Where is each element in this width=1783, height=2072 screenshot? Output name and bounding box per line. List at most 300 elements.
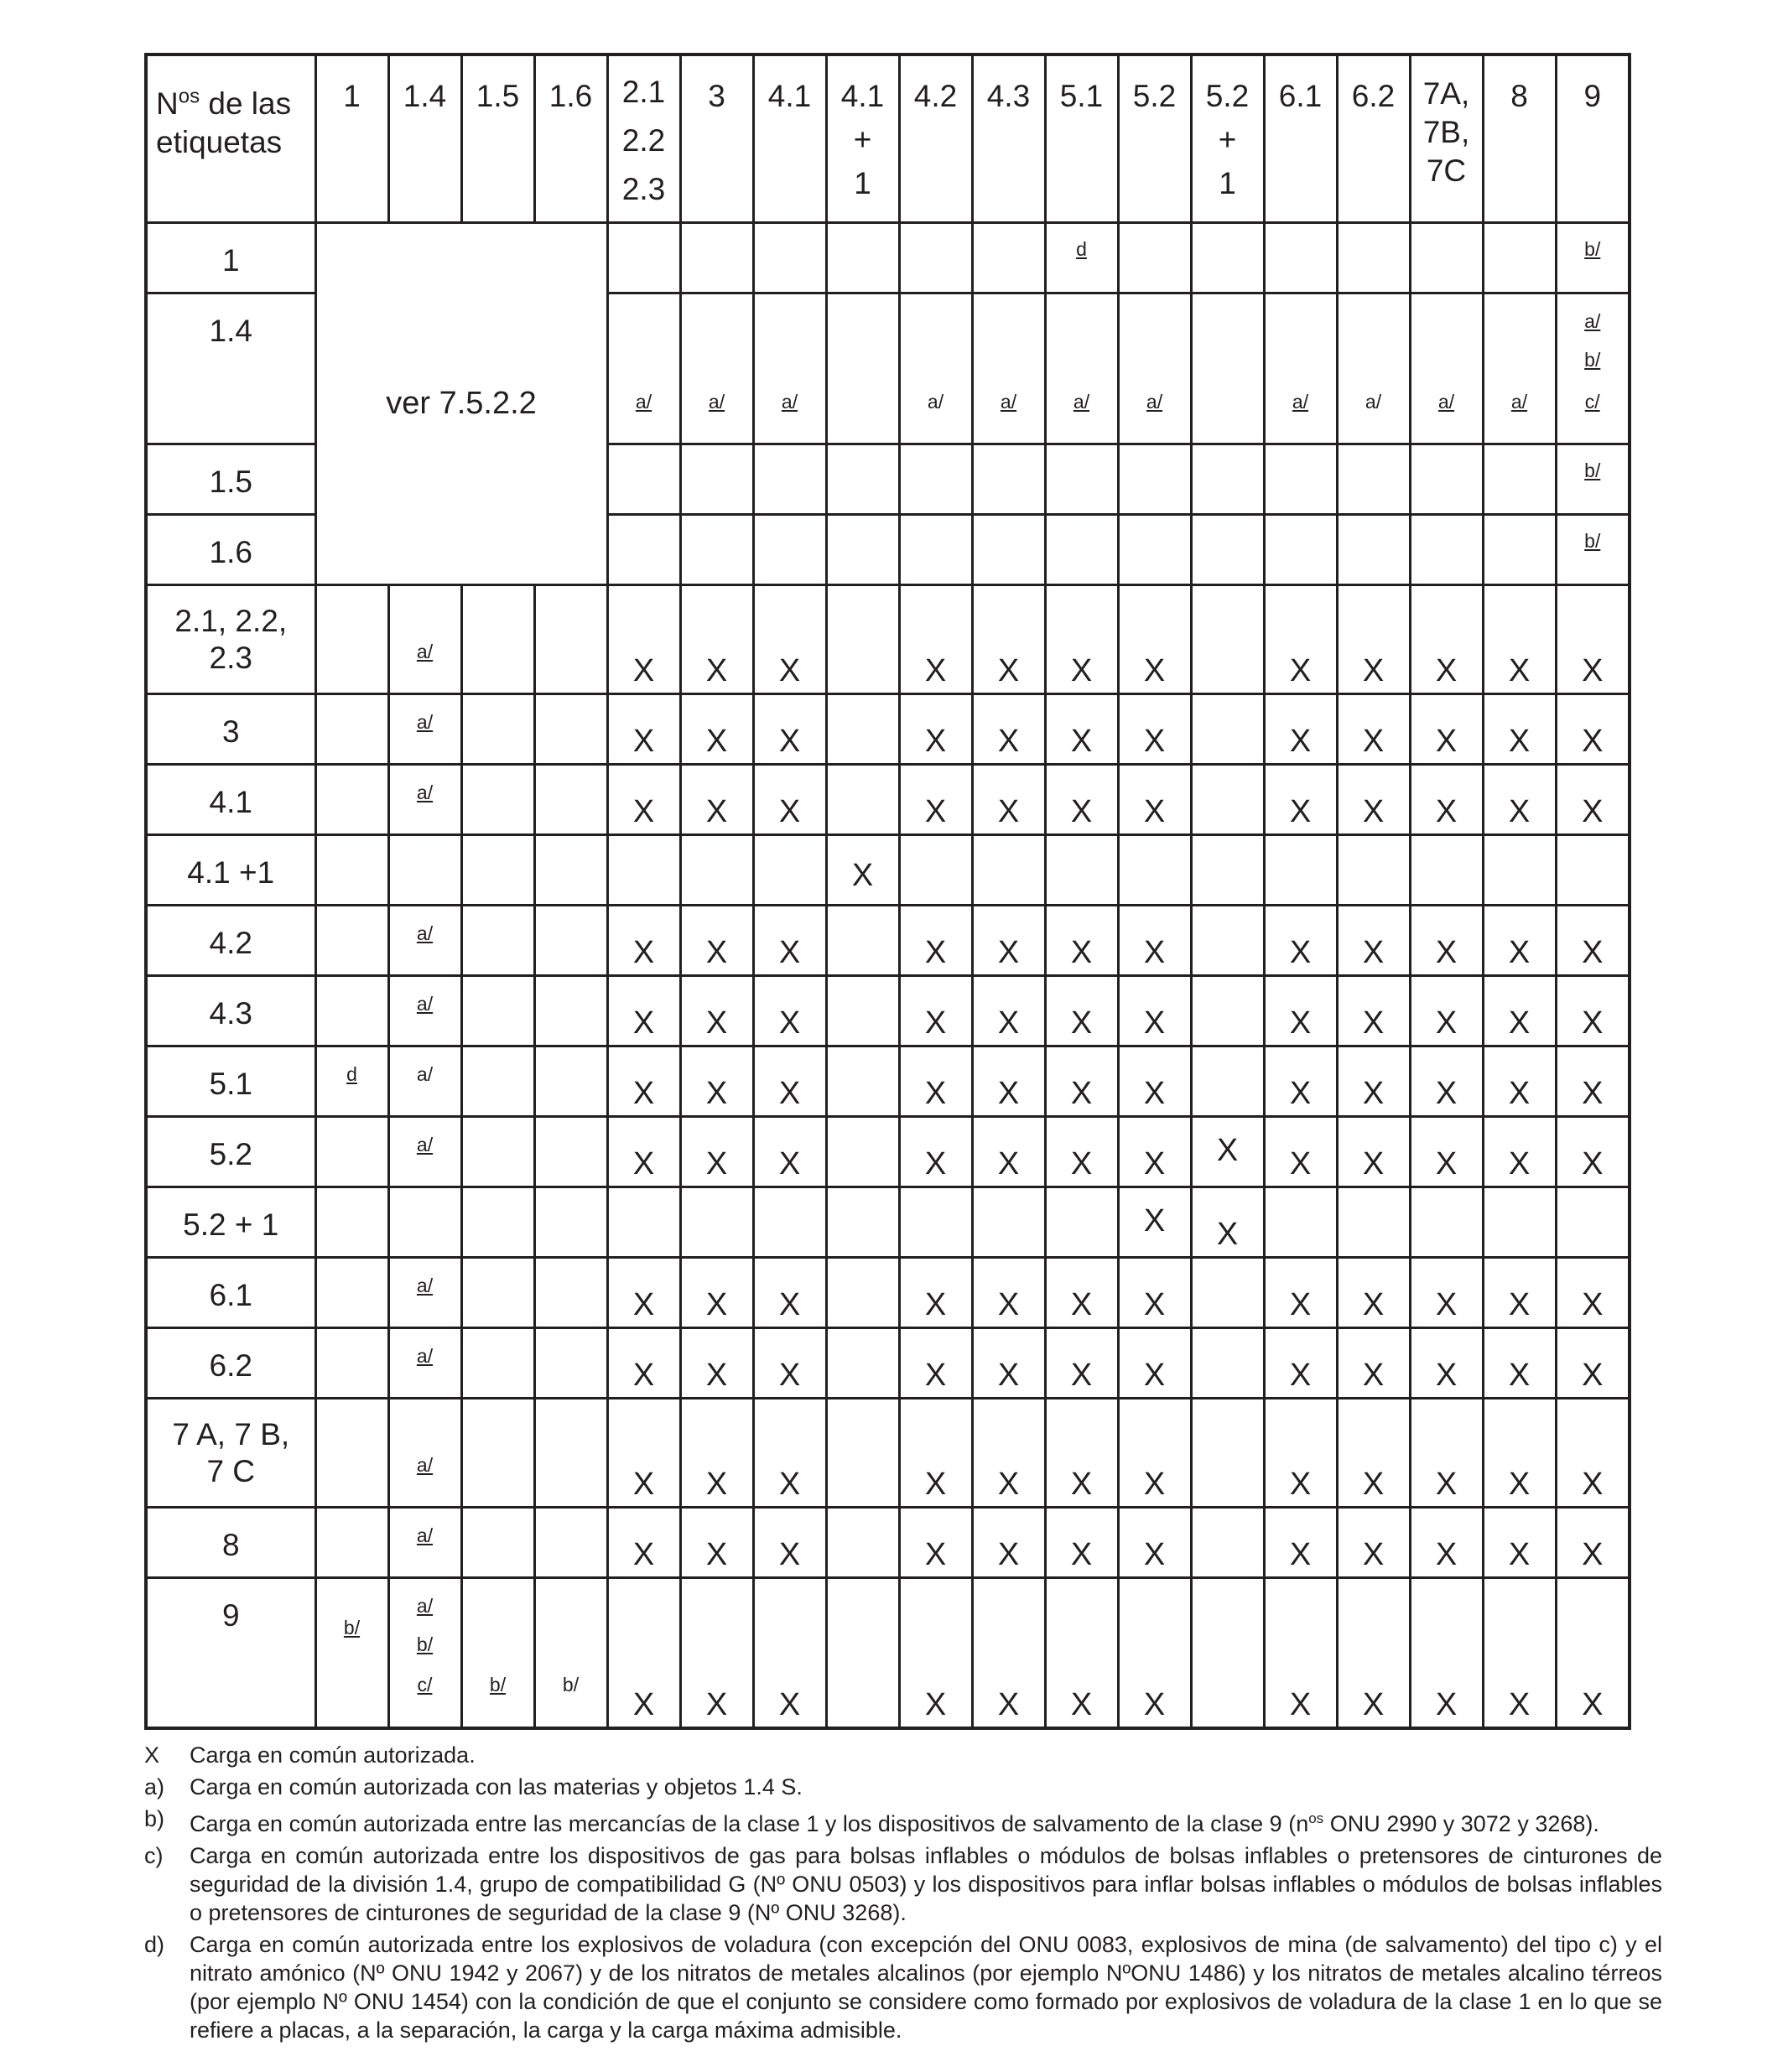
- cell-7: [1410, 1577, 1483, 1728]
- cell-1-5: [461, 1257, 534, 1327]
- footnote-ref: a/: [1365, 390, 1382, 413]
- cell-7: [1410, 1116, 1483, 1187]
- cell-4-3: [972, 222, 1045, 293]
- cell-5-2-plus-1: [1191, 834, 1264, 905]
- cell-5-2: [1118, 975, 1191, 1046]
- footnote-ref: a/: [416, 1133, 434, 1155]
- cell-5-2: [1118, 293, 1191, 444]
- cell-4-3: [972, 1257, 1045, 1327]
- cell-8: [1483, 1327, 1556, 1398]
- cell-9: [1556, 1046, 1630, 1116]
- cell-6-1: [1264, 1046, 1337, 1116]
- cell-6-1: [1264, 1398, 1337, 1507]
- allowed-mark: X: [778, 1145, 801, 1181]
- cell-5-2: [1118, 834, 1191, 905]
- table-row: [146, 764, 1630, 834]
- allowed-mark: X: [997, 934, 1020, 970]
- cell-8: [1483, 1507, 1556, 1577]
- cell-3: [680, 1398, 753, 1507]
- cell-4-2: [899, 1257, 972, 1327]
- table-row: [146, 1116, 1630, 1187]
- cell-5-2-plus-1: [1191, 222, 1264, 293]
- allowed-mark: X: [632, 1075, 655, 1111]
- cell-5-2-plus-1: [1191, 444, 1264, 514]
- allowed-mark: X: [778, 1075, 801, 1111]
- cell-4-1: [753, 693, 826, 764]
- header-col-2: 2.1 2.2 2.3: [607, 55, 680, 222]
- allowed-mark: X: [997, 1687, 1020, 1722]
- cell-4-3: [972, 444, 1045, 514]
- header-col-4-2: 4.2: [899, 55, 972, 222]
- footnote-ref: a/: [1000, 390, 1017, 413]
- header-col-1-5: 1.5: [461, 55, 534, 222]
- cell-1-5: [461, 1398, 534, 1507]
- see-section-cell: [315, 222, 607, 584]
- table-row: [146, 1507, 1630, 1577]
- cell-1: [315, 1577, 388, 1728]
- cell-9: [1556, 1116, 1630, 1187]
- cell-2: [607, 834, 680, 905]
- cell-3: [680, 1257, 753, 1327]
- cell-8: [1483, 834, 1556, 905]
- cell-5-2-plus-1: [1191, 514, 1264, 584]
- cell-2: [607, 1257, 680, 1327]
- allowed-mark: X: [1435, 1466, 1458, 1502]
- cell-4-1: [753, 834, 826, 905]
- cell-3: [680, 1187, 753, 1257]
- cell-1-5: [461, 1507, 534, 1577]
- cell-9: [1556, 1327, 1630, 1398]
- cell-9: [1556, 293, 1630, 444]
- cell-6-2: [1337, 1046, 1410, 1116]
- cell-6-1: [1264, 693, 1337, 764]
- cell-2: [607, 1577, 680, 1728]
- allowed-mark: X: [705, 934, 728, 970]
- allowed-mark: X: [1435, 1687, 1458, 1722]
- cell-6-1: [1264, 1327, 1337, 1398]
- header-col-1-4: 1.4: [388, 55, 461, 222]
- cell-5-1: [1045, 1577, 1118, 1728]
- cell-3: [680, 1116, 753, 1187]
- cell-1-5: [461, 1327, 534, 1398]
- footnote-ref: a/: [1584, 309, 1601, 332]
- allowed-mark: X: [1362, 723, 1385, 759]
- cell-4-1: [753, 975, 826, 1046]
- cell-5-2: [1118, 1507, 1191, 1577]
- cell-4-1: [753, 1507, 826, 1577]
- cell-3: [680, 764, 753, 834]
- allowed-mark: X: [1362, 793, 1385, 829]
- cell-4-3: [972, 764, 1045, 834]
- cell-4-1: [753, 514, 826, 584]
- allowed-mark: X: [705, 1005, 728, 1041]
- cell-9: [1556, 1507, 1630, 1577]
- allowed-mark: X: [632, 1005, 655, 1041]
- footnote-ref: b/: [343, 1616, 361, 1638]
- cell-4-1: [753, 1577, 826, 1728]
- allowed-mark: X: [705, 1466, 728, 1502]
- cell-1-6: [534, 1327, 607, 1398]
- cell-1-5: [461, 1577, 534, 1728]
- table-row: [146, 834, 1630, 905]
- allowed-mark: X: [1289, 1286, 1312, 1322]
- cell-4-3: [972, 1577, 1045, 1728]
- allowed-mark: X: [1289, 1466, 1312, 1502]
- footnote-ref: a/: [1510, 390, 1528, 413]
- allowed-mark: X: [632, 1466, 655, 1502]
- cell-5-2-plus-1: [1191, 1327, 1264, 1398]
- cell-8: [1483, 584, 1556, 693]
- allowed-mark: X: [1289, 1005, 1312, 1041]
- cell-5-2: [1118, 1577, 1191, 1728]
- allowed-mark: X: [924, 1536, 947, 1572]
- allowed-mark: X: [632, 652, 655, 688]
- cell-1-4: [388, 1577, 461, 1728]
- cell-6-1: [1264, 834, 1337, 905]
- cell-8: [1483, 1257, 1556, 1327]
- cell-1-4: [388, 1257, 461, 1327]
- cell-4-3: [972, 293, 1045, 444]
- cell-5-2: [1118, 1398, 1191, 1507]
- allowed-mark: X: [1508, 1687, 1531, 1722]
- allowed-mark: X: [1289, 793, 1312, 829]
- allowed-mark: X: [1362, 1145, 1385, 1181]
- allowed-mark: X: [1070, 723, 1093, 759]
- cell-3: [680, 905, 753, 975]
- allowed-mark: X: [924, 934, 947, 970]
- cell-1-4: [388, 1398, 461, 1507]
- allowed-mark: X: [778, 793, 801, 829]
- cell-4-2: [899, 1398, 972, 1507]
- cell-3: [680, 444, 753, 514]
- allowed-mark: X: [1582, 1005, 1604, 1041]
- cell-7: [1410, 1507, 1483, 1577]
- allowed-mark: X: [1070, 793, 1093, 829]
- allowed-mark: X: [632, 1687, 655, 1722]
- allowed-mark: X: [1143, 1357, 1166, 1393]
- allowed-mark: X: [1435, 1357, 1458, 1393]
- cell-5-2: [1118, 1327, 1191, 1398]
- cell-6-1: [1264, 1577, 1337, 1728]
- header-col-9: 9: [1556, 55, 1630, 222]
- cell-4-1-plus-1: [826, 905, 899, 975]
- cell-6-1: [1264, 975, 1337, 1046]
- cell-4-3: [972, 975, 1045, 1046]
- allowed-mark: X: [1435, 1005, 1458, 1041]
- cell-9: [1556, 693, 1630, 764]
- cell-4-1-plus-1: [826, 1046, 899, 1116]
- cell-4-1-plus-1: [826, 834, 899, 905]
- cell-5-2: [1118, 905, 1191, 975]
- footnote-ref: a/: [416, 992, 434, 1015]
- allowed-mark: X: [1070, 1005, 1093, 1041]
- cell-8: [1483, 1577, 1556, 1728]
- cell-5-2-plus-1: [1191, 1257, 1264, 1327]
- cell-4-1: [753, 584, 826, 693]
- footnote-ref: b/: [1584, 459, 1601, 481]
- footnote-ref: a/: [1437, 390, 1455, 413]
- cell-6-2: [1337, 584, 1410, 693]
- row-label-1-5: 1.5: [146, 444, 315, 514]
- cell-7: [1410, 514, 1483, 584]
- cell-5-2: [1118, 693, 1191, 764]
- allowed-mark: X: [1289, 1536, 1312, 1572]
- cell-5-2: [1118, 764, 1191, 834]
- cell-7: [1410, 1046, 1483, 1116]
- cell-4-1: [753, 1046, 826, 1116]
- cell-7: [1410, 975, 1483, 1046]
- cell-6-2: [1337, 444, 1410, 514]
- cell-4-3: [972, 514, 1045, 584]
- allowed-mark: X: [1143, 1075, 1166, 1111]
- cell-4-1-plus-1: [826, 1507, 899, 1577]
- allowed-mark: X: [997, 1005, 1020, 1041]
- cell-4-1-plus-1: [826, 222, 899, 293]
- cell-1-6: [534, 1398, 607, 1507]
- cell-5-2: [1118, 1257, 1191, 1327]
- cell-5-1: [1045, 1116, 1118, 1187]
- cell-3: [680, 834, 753, 905]
- cell-5-2-plus-1: [1191, 1116, 1264, 1187]
- allowed-mark: X: [1582, 1357, 1604, 1393]
- cell-4-2: [899, 905, 972, 975]
- cell-6-2: [1337, 1257, 1410, 1327]
- row-label-4-3: 4.3: [146, 975, 315, 1046]
- cell-4-2: [899, 693, 972, 764]
- cell-5-2-plus-1: [1191, 975, 1264, 1046]
- cell-4-1: [753, 444, 826, 514]
- cell-4-2: [899, 1577, 972, 1728]
- cell-1: [315, 1046, 388, 1116]
- allowed-mark: X: [1070, 652, 1093, 688]
- cell-8: [1483, 975, 1556, 1046]
- allowed-mark: X: [778, 723, 801, 759]
- allowed-mark: X: [1435, 652, 1458, 688]
- cell-9: [1556, 514, 1630, 584]
- allowed-mark: X: [997, 793, 1020, 829]
- row-label-6-1: 6.1: [146, 1257, 315, 1327]
- cell-3: [680, 1046, 753, 1116]
- allowed-mark: X: [632, 1145, 655, 1181]
- allowed-mark: X: [924, 723, 947, 759]
- allowed-mark: X: [1143, 1536, 1166, 1572]
- cell-1-6: [534, 1507, 607, 1577]
- cell-5-2-plus-1: [1191, 293, 1264, 444]
- cell-1-6: [534, 584, 607, 693]
- cell-6-2: [1337, 222, 1410, 293]
- header-first-label: $N^{os}$ de las: [156, 86, 292, 122]
- header-row: [146, 55, 1630, 222]
- cell-6-1: [1264, 444, 1337, 514]
- cell-4-3: [972, 1046, 1045, 1116]
- cell-4-2: [899, 1187, 972, 1257]
- cell-4-2: [899, 1046, 972, 1116]
- cell-1-5: [461, 584, 534, 693]
- allowed-mark: X: [851, 857, 874, 893]
- allowed-mark: X: [705, 1536, 728, 1572]
- cell-4-3: [972, 905, 1045, 975]
- cell-5-1: [1045, 1257, 1118, 1327]
- allowed-mark: X: [1508, 1075, 1531, 1111]
- allowed-mark: X: [632, 1286, 655, 1322]
- cell-8: [1483, 764, 1556, 834]
- cell-4-2: [899, 293, 972, 444]
- cell-4-3: [972, 1187, 1045, 1257]
- cell-1-4: [388, 1507, 461, 1577]
- cell-8: [1483, 1398, 1556, 1507]
- cell-7: [1410, 1187, 1483, 1257]
- cell-7: [1410, 834, 1483, 905]
- allowed-mark: X: [705, 723, 728, 759]
- legend-item-a: a) Carga en común autorizada con las materias y objetos 1.4 S.: [144, 1774, 803, 1799]
- table-row: [146, 693, 1630, 764]
- cell-5-2-plus-1: [1191, 1398, 1264, 1507]
- allowed-mark: X: [1143, 723, 1166, 759]
- cell-6-2: [1337, 1327, 1410, 1398]
- cell-5-1: [1045, 905, 1118, 975]
- cell-7: [1410, 693, 1483, 764]
- footnote-ref: b/: [1584, 348, 1601, 371]
- allowed-mark: X: [705, 1075, 728, 1111]
- allowed-mark: X: [1289, 652, 1312, 688]
- allowed-mark: X: [1435, 1075, 1458, 1111]
- cell-4-1-plus-1: [826, 1327, 899, 1398]
- cell-6-2: [1337, 293, 1410, 444]
- allowed-mark: X: [1582, 1286, 1604, 1322]
- cell-1-5: [461, 975, 534, 1046]
- cell-9: [1556, 905, 1630, 975]
- row-label-8: 8: [146, 1507, 315, 1577]
- cell-6-2: [1337, 764, 1410, 834]
- cell-5-1: [1045, 1046, 1118, 1116]
- row-label-3: 3: [146, 693, 315, 764]
- allowed-mark: X: [997, 723, 1020, 759]
- allowed-mark: X: [997, 1536, 1020, 1572]
- cell-5-2-plus-1: [1191, 1046, 1264, 1116]
- allowed-mark: X: [1435, 1286, 1458, 1322]
- cell-6-1: [1264, 764, 1337, 834]
- allowed-mark: X: [924, 652, 947, 688]
- cell-1: [315, 1187, 388, 1257]
- header-col-1: 1: [315, 55, 388, 222]
- allowed-mark: X: [1582, 652, 1604, 688]
- cell-9: [1556, 584, 1630, 693]
- cell-1-4: [388, 764, 461, 834]
- allowed-mark: X: [1435, 793, 1458, 829]
- footnote-ref: a/: [416, 640, 434, 662]
- allowed-mark: X: [1143, 934, 1166, 970]
- allowed-mark: X: [1508, 1357, 1531, 1393]
- cell-5-1: [1045, 293, 1118, 444]
- allowed-mark: X: [924, 1005, 947, 1041]
- row-label-7-a-7-b-7-c: 7 A, 7 B, 7 C: [146, 1398, 315, 1507]
- cell-5-2-plus-1: [1191, 1577, 1264, 1728]
- cell-1-5: [461, 1116, 534, 1187]
- footnote-ref: a/: [708, 390, 725, 413]
- header-col-3: 3: [680, 55, 753, 222]
- footnote-ref: d: [346, 1062, 357, 1085]
- cell-5-1: [1045, 584, 1118, 693]
- allowed-mark: X: [1362, 1466, 1385, 1502]
- footnote-ref: a/: [416, 710, 434, 733]
- allowed-mark: X: [778, 1536, 801, 1572]
- cell-6-1: [1264, 293, 1337, 444]
- header-labels-column: [146, 55, 315, 222]
- cell-5-2: [1118, 1116, 1191, 1187]
- allowed-mark: X: [997, 1466, 1020, 1502]
- allowed-mark: X: [1508, 1005, 1531, 1041]
- cell-6-2: [1337, 693, 1410, 764]
- allowed-mark: X: [705, 1286, 728, 1322]
- cell-1: [315, 1257, 388, 1327]
- row-label-5-1: 5.1: [146, 1046, 315, 1116]
- cell-6-1: [1264, 514, 1337, 584]
- cell-9: [1556, 975, 1630, 1046]
- allowed-mark: X: [997, 1286, 1020, 1322]
- footnote-ref: a/: [416, 1453, 434, 1476]
- allowed-mark: X: [1582, 1466, 1604, 1502]
- cell-7: [1410, 444, 1483, 514]
- cell-4-1-plus-1: [826, 1187, 899, 1257]
- allowed-mark: X: [1582, 723, 1604, 759]
- allowed-mark: X: [1362, 1005, 1385, 1041]
- footnote-ref: a/: [781, 390, 798, 413]
- allowed-mark: X: [705, 1357, 728, 1393]
- cell-5-2-plus-1: [1191, 905, 1264, 975]
- cell-5-1: [1045, 764, 1118, 834]
- cell-5-1: [1045, 1398, 1118, 1507]
- row-label-4-1: 4.1: [146, 764, 315, 834]
- footnote-ref: a/: [416, 1344, 434, 1367]
- cell-5-2: [1118, 584, 1191, 693]
- allowed-mark: X: [705, 793, 728, 829]
- row-label-5-2: 5.2: [146, 1116, 315, 1187]
- cell-1-5: [461, 834, 534, 905]
- cell-9: [1556, 1187, 1630, 1257]
- cell-4-1-plus-1: [826, 444, 899, 514]
- header-col-5-2: 5.2: [1118, 55, 1191, 222]
- allowed-mark: X: [778, 1005, 801, 1041]
- allowed-mark: X: [1289, 1687, 1312, 1722]
- footnote-ref: a/: [416, 1274, 434, 1296]
- cell-1-6: [534, 1577, 607, 1728]
- cell-5-2: [1118, 1187, 1191, 1257]
- allowed-mark: X: [1508, 723, 1531, 759]
- cell-1: [315, 905, 388, 975]
- allowed-mark: X: [1070, 1357, 1093, 1393]
- cell-4-1: [753, 764, 826, 834]
- cell-4-2: [899, 975, 972, 1046]
- cell-7: [1410, 905, 1483, 975]
- compatibility-table-wrapper: [144, 53, 1629, 1730]
- cell-1: [315, 834, 388, 905]
- allowed-mark: X: [1508, 1286, 1531, 1322]
- cell-6-1: [1264, 1187, 1337, 1257]
- cell-4-1: [753, 1116, 826, 1187]
- allowed-mark: X: [924, 1075, 947, 1111]
- cell-3: [680, 693, 753, 764]
- cell-9: [1556, 834, 1630, 905]
- mixed-loading-table: [144, 53, 1631, 1730]
- allowed-mark: X: [1362, 652, 1385, 688]
- cell-2: [607, 905, 680, 975]
- cell-7: [1410, 1257, 1483, 1327]
- allowed-mark: X: [1435, 1145, 1458, 1181]
- cell-4-3: [972, 1327, 1045, 1398]
- cell-8: [1483, 1116, 1556, 1187]
- allowed-mark: X: [1070, 1687, 1093, 1722]
- allowed-mark: X: [632, 1536, 655, 1572]
